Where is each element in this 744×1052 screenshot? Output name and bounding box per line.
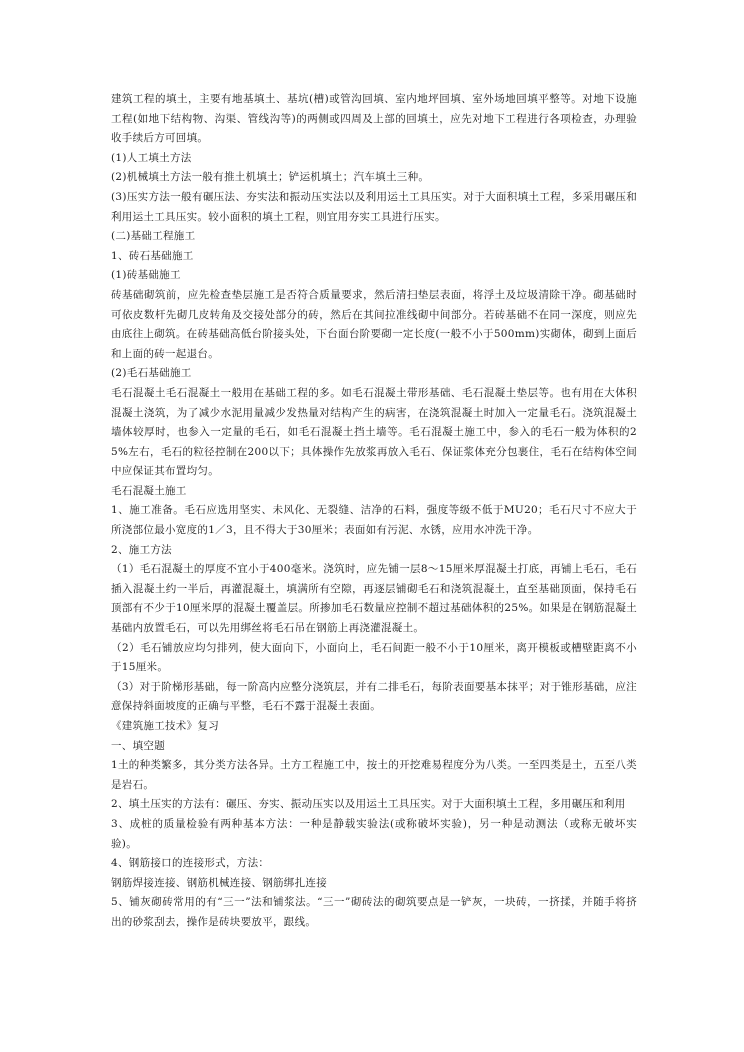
heading-method: 2、施工方法: [111, 543, 172, 556]
heading-foundation: (二)基础工程施工: [111, 230, 196, 243]
heading-brick-stone: 1、砖石基础施工: [111, 249, 194, 262]
paragraph-machine-fill: (2)机械填土方法一般有推土机填土；铲运机填土；汽车填土三种。: [111, 171, 430, 184]
document-body: [111, 90, 637, 933]
answer-4: 钢筋焊接连接、钢筋机械连接、钢筋绑扎连接: [111, 876, 327, 889]
heading-review: 《建筑施工技术》复习: [111, 720, 219, 732]
question-3: 3、成桩的质量检验有两种基本方法：一种是静载实验法(或称破坏实验)，另一种是动测法（或称无破坏实验)。: [111, 817, 637, 850]
paragraph-method-2: （2）毛石铺放应均匀排列，使大面向下，小面向上，毛石间距一般不小于10厘米，离开模板或槽壁距离不小于15厘米。: [111, 641, 637, 674]
paragraph-brick-foundation: 砖基础砌筑前，应先检查垫层施工是否符合质量要求，然后清扫垫层表面，将浮土及垃圾清除干净。砌基础时可依皮数杆先砌几皮转角及交接处部分的砖，然后在其间拉准线砌中间部分。若砖基础不在同一深度，则应先由底往上砌筑。在砖基础高低台阶接头处，下台面台阶要砌一定长度(一般不小于500mm)实砌体，砌到上面后和上面的砖一起退台。: [111, 288, 637, 360]
paragraph-preparation: 1、施工准备。毛石应选用坚实、未风化、无裂缝、洁净的石料，强度等级不低于MU20；毛石尺寸不应大于所浇部位最小宽度的1／3，且不得大于30厘米；表面如有污泥、水锈，应用水冲洗干净。: [111, 504, 637, 537]
heading-manual-fill: (1)人工填土方法: [111, 151, 192, 164]
paragraph-method-3: （3）对于阶梯形基础，每一阶高内应整分浇筑层，并有二排毛石，每阶表面要基本抹平；对于锥形基础，应注意保持斜面坡度的正确与平整，毛石不露于混凝土表面。: [111, 680, 637, 713]
question-1: 1土的种类繁多，其分类方法各异。土方工程施工中，按土的开挖难易程度分为八类。一至四类是土，五至八类是岩石。: [111, 759, 637, 791]
paragraph-rubble-concrete: 毛石混凝土毛石混凝土一般用在基础工程的多。如毛石混凝土带形基础、毛石混凝土垫层等。也有用在大体积混凝土浇筑，为了减少水泥用量减少发热量对结构产生的病害，在浇筑混凝土时加入一定量毛石。浇筑混凝土墙体较厚时，也参入一定量的毛石，如毛石混凝土挡土墙等。毛石混凝土施工中，参入的毛石一般为体积的25%左右，毛石的粒径控制在200以下；具体操作先放浆再放入毛石、保证浆体充分包裹住，毛石在结构体空间中应保证其布置均匀。: [111, 386, 637, 478]
paragraph-intro-fill: 建筑工程的填土，主要有地基填土、基坑(槽)或管沟回填、室内地坪回填、室外场地回填平整等。对地下设施工程(如地下结构物、沟渠、管线沟等)的两侧或四周及上部的回填土，应先对地下工程进行各项检查，办理验收手续后方可回填。: [111, 93, 637, 145]
heading-rubble-foundation: (2)毛石基础施工: [111, 367, 192, 380]
heading-fill-in-blanks: 一、填空题: [111, 739, 165, 752]
question-4: 4、钢筋接口的连接形式，方法：: [111, 857, 270, 870]
paragraph-method-1: （1）毛石混凝土的厚度不宜小于400毫米。浇筑时，应先铺一层8～15厘米厚混凝土打底，再铺上毛石，毛石插入混凝土约一半后，再灌混凝土，填满所有空隙，再逐层铺砌毛石和浇筑混凝土，直至基础顶面，保持毛石顶部有不少于10厘米厚的混凝土覆盖层。所掺加毛石数量应控制不超过基础体积的25%。如果是在钢筋混凝土基础内放置毛石，可以先用绑丝将毛石吊在钢筋上再浇灌混凝土。: [111, 563, 637, 635]
heading-brick-foundation: (1)砖基础施工: [111, 269, 181, 282]
question-5: 5、铺灰砌砖常用的有“三一”法和铺浆法。“三一”砌砖法的砌筑要点是一铲灰，一块砖，一挤揉，并随手将挤出的砂浆刮去，操作是砖块要放平，跟线。: [111, 896, 637, 928]
paragraph-compaction: (3)压实方法一般有碾压法、夯实法和振动压实法以及利用运土工具压实。对于大面积填土工程，多采用碾压和利用运土工具压实。较小面积的填土工程，则宜用夯实工具进行压实。: [111, 190, 637, 223]
question-2: 2、填土压实的方法有：碾压、夯实、振动压实以及用运土工具压实。对于大面积填土工程，多用碾压和利用: [111, 798, 626, 811]
heading-rubble-construction: 毛石混凝土施工: [111, 484, 187, 497]
